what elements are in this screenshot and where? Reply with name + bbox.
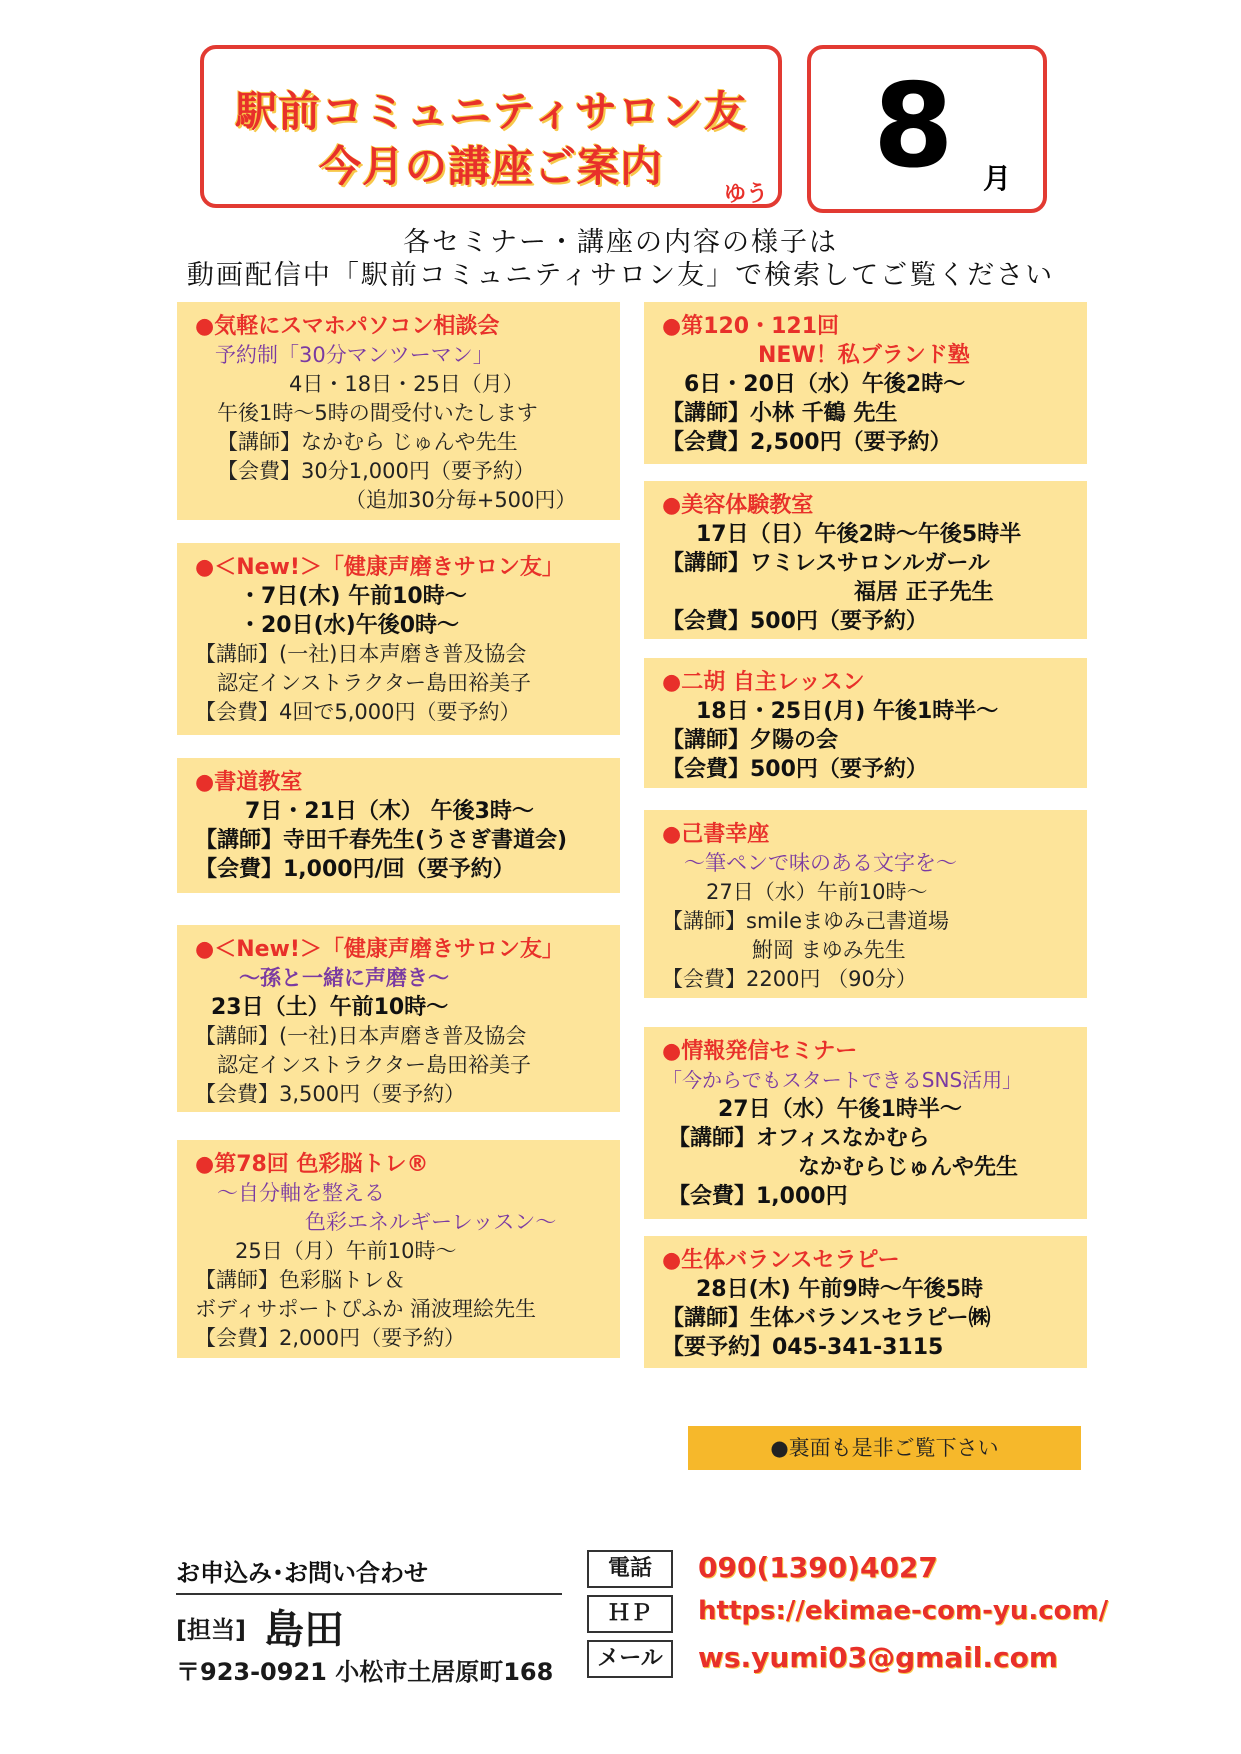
- course-instructor: 【講師】なかむら じゅんや先生: [217, 430, 518, 454]
- course-fee: 【会費】500円（要予約）: [662, 609, 928, 634]
- contact-title: お申込み･お問い合わせ: [176, 1559, 428, 1587]
- course-title: ●＜New!＞「健康声磨きサロン友」: [195, 937, 564, 962]
- course-title: ●書道教室: [195, 770, 303, 795]
- notice-line-1: 各セミナー・講座の内容の様子は: [403, 227, 838, 258]
- course-card-color-brain: [177, 1140, 620, 1358]
- course-instructor-name: 鮒岡 まゆみ先生: [752, 938, 906, 962]
- title-ruby: ゆう: [723, 182, 768, 207]
- contact-person-name: 島田: [264, 1607, 344, 1653]
- course-guide-title: 今月の講座ご案内: [318, 142, 663, 191]
- course-title: ●第78回 色彩脳トレ®: [195, 1152, 429, 1177]
- course-subtitle: 「今からでもスタートできるSNS活用」: [662, 1068, 1023, 1092]
- course-fee-note: （追加30分毎+500円）: [345, 488, 577, 512]
- month-unit: 月: [983, 162, 1012, 195]
- course-card-voice-grandchild: [177, 925, 620, 1112]
- course-time: 午後1時～5時の間受付いたします: [217, 401, 538, 425]
- course-title: ●己書幸座: [662, 822, 770, 847]
- course-card-voice-salon: [177, 543, 620, 735]
- course-fee: 【会費】2200円 （90分）: [662, 967, 917, 991]
- course-instructor: 【講師】小林 千鶴 先生: [662, 401, 898, 426]
- course-instructor: 【講師】smileまゆみ己書道場: [662, 909, 949, 933]
- course-card-calligraphy: [177, 758, 620, 893]
- course-date: 28日(木) 午前9時～午後5時: [696, 1277, 983, 1302]
- course-fee: 【会費】500円（要予約）: [662, 757, 928, 782]
- course-title: ●生体バランスセラピー: [662, 1248, 900, 1273]
- course-subtitle: ～孫と一緒に声磨き～: [239, 966, 449, 990]
- contact-divider: [176, 1593, 562, 1595]
- course-date: 7日・21日（木） 午後3時～: [245, 799, 534, 824]
- course-date: ・7日(木) 午前10時～: [239, 584, 467, 609]
- course-card-smartphone: [177, 302, 620, 520]
- course-fee: 【会費】2,000円（要予約）: [195, 1326, 466, 1350]
- course-instructor-name: 福居 正子先生: [854, 580, 994, 605]
- course-date: 25日（月）午前10時～: [235, 1239, 457, 1263]
- title-box: [200, 45, 782, 208]
- course-date: 23日（土）午前10時～: [211, 995, 449, 1020]
- course-card-brand-school: [644, 302, 1087, 464]
- course-instructor: 【講師】(一社)日本声磨き普及協会: [195, 642, 527, 666]
- mail-label: メール: [587, 1640, 673, 1678]
- phone-number[interactable]: 090(1390)4027: [698, 1551, 938, 1584]
- course-instructor: 【講師】ワミレスサロンルガール: [662, 551, 990, 576]
- course-instructor-name: なかむらじゅんや先生: [798, 1155, 1019, 1180]
- course-instructor: 【講師】色彩脳トレ＆: [195, 1268, 405, 1292]
- course-date: 17日（日）午後2時～午後5時半: [696, 522, 1022, 547]
- notice-line-2: 動画配信中「駅前コミュニティサロン友」で検索してご覧ください: [186, 260, 1055, 291]
- contact-address: 〒923-0921 小松市土居原町168: [176, 1658, 554, 1686]
- course-date: 4日・18日・25日（月）: [289, 372, 524, 396]
- course-instructor-title: 認定インストラクター島田裕美子: [217, 1053, 531, 1077]
- course-card-erhu: [644, 658, 1087, 788]
- course-instructor: 【講師】(一社)日本声磨き普及協会: [195, 1024, 527, 1048]
- month-number: 8: [873, 59, 954, 194]
- course-instructor: 【講師】生体バランスセラピー㈱: [662, 1306, 991, 1331]
- course-date: 18日・25日(月) 午後1時半～: [696, 699, 999, 724]
- course-fee: 【会費】1,000円/回（要予約）: [195, 857, 515, 882]
- course-title: ●二胡 自主レッスン: [662, 670, 865, 695]
- course-fee: 【会費】1,000円: [668, 1184, 848, 1209]
- contact-person-label: [担当]: [176, 1616, 246, 1644]
- course-subtitle: ～自分軸を整える: [217, 1181, 385, 1205]
- course-card-kosho: [644, 810, 1087, 998]
- course-date: 27日（水）午後1時半～: [718, 1097, 962, 1122]
- course-fee: 【会費】2,500円（要予約）: [662, 430, 952, 455]
- course-subtitle: ～筆ペンで味のある文字を～: [684, 851, 957, 875]
- course-date: 27日（水）午前10時～: [706, 880, 928, 904]
- course-title: ●第120・121回: [662, 314, 840, 339]
- salon-title: 駅前コミュニティサロン友: [235, 87, 747, 136]
- course-fee: 【会費】3,500円（要予約）: [195, 1082, 466, 1106]
- hp-label: ＨＰ: [587, 1595, 673, 1633]
- course-card-sns-seminar: [644, 1027, 1087, 1219]
- course-instructor: 【講師】寺田千春先生(うさぎ書道会): [195, 828, 568, 853]
- course-subtitle: 予約制「30分マンツーマン」: [215, 343, 494, 367]
- course-title: ●気軽にスマホパソコン相談会: [195, 314, 500, 339]
- course-fee: 【会費】4回で5,000円（要予約）: [195, 700, 521, 724]
- course-instructor-title: 認定インストラクター島田裕美子: [217, 671, 531, 695]
- course-instructor: 【講師】夕陽の会: [662, 728, 839, 753]
- course-fee: 【会費】30分1,000円（要予約）: [217, 459, 535, 483]
- month-box: [807, 45, 1047, 213]
- course-subtitle: NEW！私ブランド塾: [758, 343, 970, 368]
- hp-link[interactable]: https://ekimae-com-yu.com/: [698, 1596, 1109, 1626]
- course-instructor: 【講師】オフィスなかむら: [668, 1126, 930, 1151]
- course-title: ●情報発信セミナー: [662, 1039, 858, 1064]
- course-date: 6日・20日（水）午後2時～: [684, 372, 966, 397]
- course-subtitle-2: 色彩エネルギーレッスン～: [305, 1210, 557, 1234]
- course-instructor-2: ボディサポートぴふか 涌波理絵先生: [195, 1297, 536, 1321]
- course-card-body-balance: [644, 1236, 1087, 1368]
- course-reservation: 【要予約】045-341-3115: [662, 1335, 944, 1360]
- course-date: ・20日(水)午後0時～: [239, 613, 460, 638]
- course-title: ●美容体験教室: [662, 493, 814, 518]
- phone-label: 電話: [587, 1550, 673, 1588]
- mail-address[interactable]: ws.yumi03@gmail.com: [698, 1641, 1059, 1674]
- course-card-beauty: [644, 481, 1087, 639]
- back-page-note: ●裏面も是非ご覧下さい: [688, 1426, 1081, 1470]
- course-title: ●＜New!＞「健康声磨きサロン友」: [195, 555, 564, 580]
